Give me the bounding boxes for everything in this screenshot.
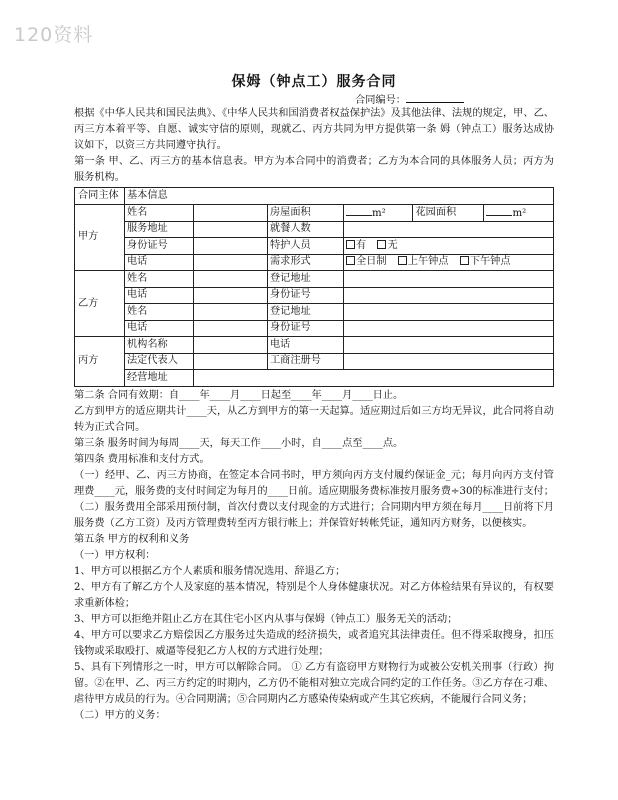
c-addr-label: 经营地址 bbox=[125, 370, 194, 387]
party-info-table bbox=[74, 187, 554, 387]
b-tel2-value[interactable] bbox=[194, 320, 268, 337]
clause-line: 第五条 甲方的权利和义务 bbox=[74, 533, 190, 545]
contract-page bbox=[74, 72, 554, 724]
col-head-party: 合同主体 bbox=[75, 188, 125, 205]
sqm-unit: m² bbox=[512, 207, 527, 219]
checkbox-icon[interactable] bbox=[346, 256, 355, 265]
a-name-label: 姓名 bbox=[125, 204, 194, 221]
c-tel-value[interactable] bbox=[344, 337, 554, 354]
table-row bbox=[75, 353, 554, 370]
a-addr-label: 服务地址 bbox=[125, 221, 194, 238]
table-row bbox=[75, 337, 554, 354]
party-a-label: 甲方 bbox=[75, 204, 125, 271]
b-tel1-value[interactable] bbox=[194, 287, 268, 304]
garden-area-value[interactable] bbox=[484, 204, 554, 221]
table-row bbox=[75, 204, 554, 221]
sqm-unit: m² bbox=[372, 207, 386, 219]
special-care-label: 特护人员 bbox=[268, 238, 344, 255]
contract-number bbox=[74, 92, 554, 106]
b-reg2-label: 登记地址 bbox=[268, 304, 344, 321]
b-name1-label: 姓名 bbox=[125, 271, 194, 288]
house-area-value[interactable] bbox=[344, 204, 413, 221]
intro-paragraph: 根据《中华人民共和国民法典》、《中华人民共和国消费者权益保护法》及其他法律、法规的规定，甲、乙、丙三方本着平等、自愿、诚实守信的原则，现就乙、丙方共同为甲方提供第一条 姆（钟点工）服务达成协议如下，以资三方共同遵守执行。 bbox=[74, 108, 554, 151]
c-reg-label: 工商注册号 bbox=[268, 353, 344, 370]
contract-number-label: 合同编号： bbox=[355, 95, 406, 106]
clause-line: 5、具有下列情形之一时，甲方可以解除合同。 ① 乙方有盗窃甲方财物行为或被公安机关刑事（行政）拘留。②在甲、乙、丙三方约定的时期内，乙方仍不能相对独立完成合同约定的工作任务。③乙方存在刁难、虐待甲方成员的行为。④合同期满；⑤合同期内乙方感染传染病或产生其它疾病，不能履行合同义务； bbox=[74, 661, 554, 705]
contract-number-blank[interactable] bbox=[406, 92, 464, 103]
b-reg2-value[interactable] bbox=[344, 304, 554, 321]
b-id2-value[interactable] bbox=[344, 320, 554, 337]
c-addr-value[interactable] bbox=[194, 370, 554, 387]
clause-line: 2、甲方有了解乙方个人及家庭的基本情况，特别是个人身体健康状况。对乙方体检结果有异议的，有权要求重新体检； bbox=[74, 581, 554, 609]
b-name1-value[interactable] bbox=[194, 271, 268, 288]
diners-value[interactable] bbox=[344, 221, 554, 238]
b-id1-value[interactable] bbox=[344, 287, 554, 304]
checkbox-icon[interactable] bbox=[377, 240, 386, 249]
table-row bbox=[75, 320, 554, 337]
house-area-label: 房屋面积 bbox=[268, 204, 344, 221]
c-rep-value[interactable] bbox=[194, 353, 268, 370]
special-no-option[interactable]: 无 bbox=[377, 240, 397, 251]
document-title: 保姆（钟点工）服务合同 bbox=[231, 74, 397, 90]
b-id1-label: 身份证号 bbox=[268, 287, 344, 304]
diners-label: 就餐人数 bbox=[268, 221, 344, 238]
table-header-row bbox=[75, 188, 554, 205]
b-name2-label: 姓名 bbox=[125, 304, 194, 321]
a-addr-value[interactable] bbox=[194, 221, 268, 238]
demand-label: 需求形式 bbox=[268, 254, 344, 271]
clause-line: 4、甲方可以要求乙方赔偿因乙方服务过失造成的经济损失，或者追究其法律责任。但不得采取搜身，扣压钱物或采取殴打、威逼等侵犯乙方人权的方式进行处理； bbox=[74, 629, 554, 657]
c-org-value[interactable] bbox=[194, 337, 268, 354]
checkbox-icon[interactable] bbox=[398, 256, 407, 265]
b-reg1-label: 登记地址 bbox=[268, 271, 344, 288]
clause-line: （二）服务费用全部采用预付制，首次付费以支付现金的方式进行；合同期内甲方须在每月____日前将下月服务费（乙方工资）及丙方管理费转至丙方银行帐上；并保管好转帐凭证，通知丙方财务，以便核实。 bbox=[74, 501, 554, 529]
b-reg1-value[interactable] bbox=[344, 271, 554, 288]
afternoon-option[interactable]: 下午钟点 bbox=[460, 256, 511, 267]
garden-area-label: 花园面积 bbox=[413, 204, 484, 221]
a-tel-label: 电话 bbox=[125, 254, 194, 271]
checkbox-icon[interactable] bbox=[460, 256, 469, 265]
b-id2-label: 身份证号 bbox=[268, 320, 344, 337]
clause-line: 1、甲方可以根据乙方个人素质和服务情况选用、辞退乙方； bbox=[74, 565, 346, 577]
table-row bbox=[75, 370, 554, 387]
special-care-options bbox=[344, 238, 554, 255]
morning-option[interactable]: 上午钟点 bbox=[398, 256, 449, 267]
a-name-value[interactable] bbox=[194, 204, 268, 221]
party-c-label: 丙方 bbox=[75, 337, 125, 387]
table-row bbox=[75, 304, 554, 321]
clause-line: （一）甲方权利： bbox=[74, 549, 156, 561]
watermark: 120资料 bbox=[14, 24, 94, 46]
c-rep-label: 法定代表人 bbox=[125, 353, 194, 370]
table-row bbox=[75, 271, 554, 288]
body-lines bbox=[74, 388, 554, 724]
c-reg-value[interactable] bbox=[344, 353, 554, 370]
full-day-option[interactable]: 全日制 bbox=[346, 256, 387, 267]
table-row bbox=[75, 287, 554, 304]
clause-line: 第四条 费用标准和支付方式。 bbox=[74, 453, 210, 465]
b-tel1-label: 电话 bbox=[125, 287, 194, 304]
clause-line: 第三条 服务时间为每周____天，每天工作____小时，自____点至____点。 bbox=[74, 437, 404, 449]
clause-line: （一）经甲、乙、丙三方协商，在签定本合同书时，甲方须向丙方支付履约保证金_元；每月向丙方支付管理费____元，服务费的支付时间定为每月的____日前。适应期服务费标准按月服务费÷30的标准进行支付； bbox=[74, 469, 554, 497]
special-yes-option[interactable]: 有 bbox=[346, 240, 366, 251]
clause-line: 3、甲方可以拒绝并阻止乙方在其住宅小区内从事与保姆（钟点工）服务无关的活动； bbox=[74, 613, 458, 625]
article-1: 第一条 甲、乙、丙三方的基本信息表。甲方为本合同中的消费者；乙方为本合同的具体服务人员；丙方为服务机构。 bbox=[74, 156, 554, 183]
c-org-label: 机构名称 bbox=[125, 337, 194, 354]
c-tel-label: 电话 bbox=[268, 337, 344, 354]
clause-line: （二）甲方的义务： bbox=[74, 709, 166, 721]
checkbox-icon[interactable] bbox=[346, 240, 355, 249]
table-row bbox=[75, 221, 554, 238]
demand-options bbox=[344, 254, 554, 271]
clause-line: 乙方到甲方的适应期共计____天，从乙方到甲方的第一天起算。适应期过后如三方均无异议，此合同将自动转为正式合同。 bbox=[74, 405, 554, 433]
b-name2-value[interactable] bbox=[194, 304, 268, 321]
a-tel-value[interactable] bbox=[194, 254, 268, 271]
party-b-label: 乙方 bbox=[75, 271, 125, 337]
col-head-info: 基本信息 bbox=[125, 188, 554, 205]
a-id-value[interactable] bbox=[194, 238, 268, 255]
b-tel2-label: 电话 bbox=[125, 320, 194, 337]
a-id-label: 身份证号 bbox=[125, 238, 194, 255]
table-row bbox=[75, 254, 554, 271]
table-row bbox=[75, 238, 554, 255]
clause-line: 第二条 合同有效期：自____年____月____日起至____年____月____日止。 bbox=[74, 389, 404, 401]
